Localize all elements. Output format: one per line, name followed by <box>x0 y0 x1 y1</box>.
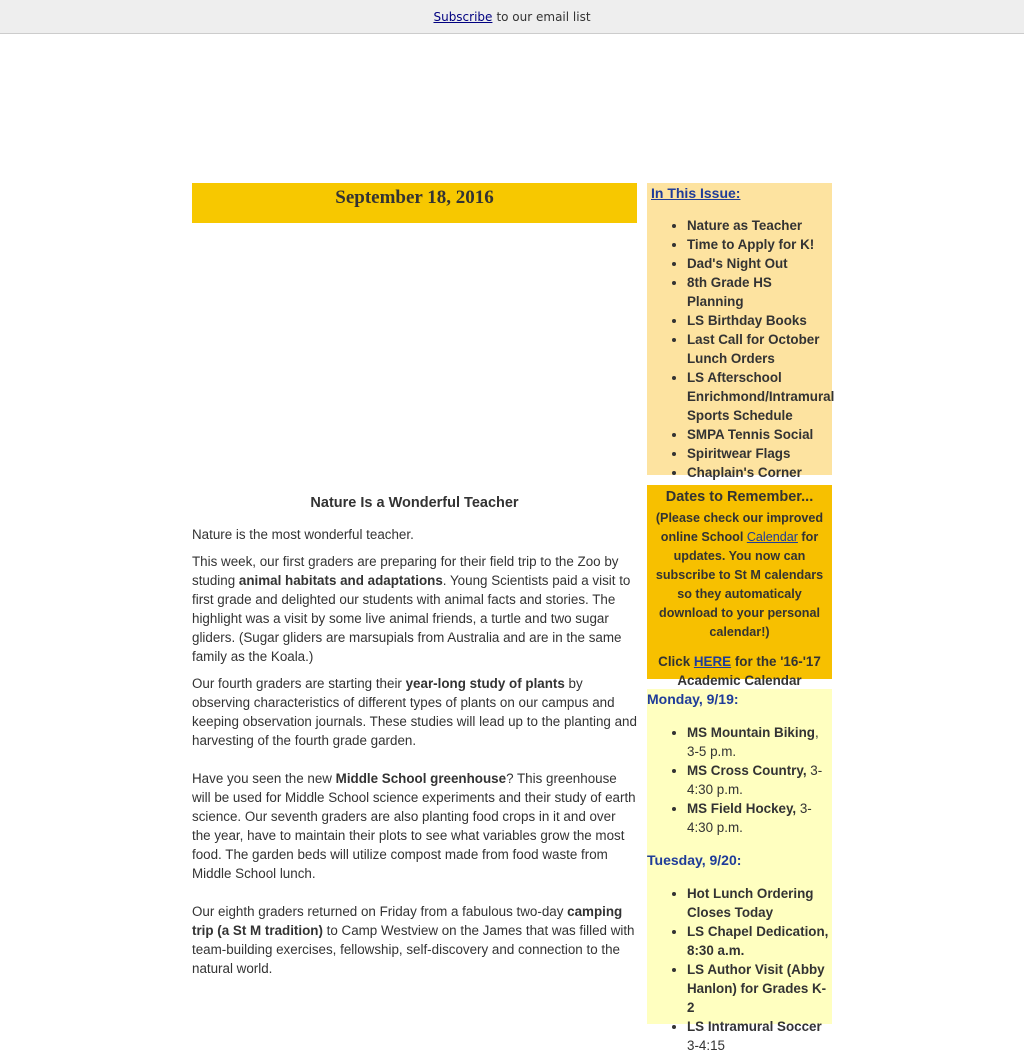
issue-item[interactable]: • Dad's Night Out <box>687 254 832 273</box>
article-paragraph: Our fourth graders are starting their year-long study of plants by observing characteristics of different types of plants on our campus and keeping observation journals. These studies will lead up to the planting and harvesting of the fourth grade garden. <box>192 676 637 748</box>
event-item: • LS Intramural Soccer 3-4:15 <box>687 1017 832 1055</box>
academic-calendar-cta: Click HERE for the '16-'17 Academic Calendar <box>658 654 821 688</box>
event-item: • MS Field Hockey, 3-4:30 p.m. <box>687 799 832 837</box>
article-title: Nature Is a Wonderful Teacher <box>310 495 519 511</box>
event-item: • LS Chapel Dedication, 8:30 a.m. <box>687 922 832 960</box>
dates-note: (Please check our improved online School Calendar for updates. You now can subscribe to St M calendars so they automaticaly download to your personal calendar!) <box>655 511 824 639</box>
newsletter-date: September 18, 2016 <box>192 183 637 223</box>
event-item: • LS Author Visit (Abby Hanlon) for Grades K-2 <box>687 960 832 1017</box>
calendar-link[interactable]: Calendar <box>746 530 798 544</box>
issue-item[interactable]: • Last Call for October Lunch Orders <box>687 330 832 368</box>
issue-list <box>647 216 835 482</box>
article-paragraph: Our eighth graders returned on Friday from a fabulous two-day camping trip (a St M tradition) to Camp Westview on the James that was filled with team-building exercises, fellowship, self-discovery and connection to the natural world. <box>192 904 635 976</box>
day-heading-tuesday: Tuesday, 9/20: <box>647 852 742 868</box>
event-item: • MS Mountain Biking, 3-5 p.m. <box>687 723 832 761</box>
article-paragraph: Nature is the most wonderful teacher. <box>192 527 414 542</box>
event-item: • Hot Lunch Ordering Closes Today <box>687 884 832 922</box>
academic-calendar-link[interactable]: HERE <box>693 654 732 669</box>
article-paragraph: Have you seen the new Middle School greenhouse? This greenhouse will be used for Middle School science experiments and their study of earth science. Our seventh graders are also planting food crops in it and over the year, have to maintain their plots to see what variables grow the most food. The garden beds will utilize compost made from food waste from Middle School lunch. <box>192 771 636 881</box>
event-item: • MS Cross Country, 3-4:30 p.m. <box>687 761 832 799</box>
subscribe-text: to our email list <box>496 9 591 24</box>
issue-item[interactable]: • Spiritwear Flags <box>687 444 832 463</box>
article-nature <box>192 493 637 986</box>
monday-events <box>647 723 832 837</box>
issue-item[interactable]: • 8th Grade HS Planning <box>687 273 832 311</box>
dates-to-remember-box <box>647 485 832 688</box>
issue-item[interactable]: • Time to Apply for K! <box>687 235 832 254</box>
subscribe-link[interactable]: Subscribe <box>433 9 493 24</box>
in-this-issue-link[interactable]: In This Issue: <box>651 185 741 201</box>
issue-item[interactable]: • Nature as Teacher <box>687 216 832 235</box>
article-paragraph: This week, our first graders are preparing for their field trip to the Zoo by studing animal habitats and adaptations. Young Scientists paid a visit to first grade and delighted our students with animal facts and stories. The highlight was a visit by some live animal friends, a turtle and two sugar gliders. (Sugar gliders are marsupials from Australia and are in the same family as the Koala.) <box>192 554 631 664</box>
issue-item[interactable]: • SMPA Tennis Social <box>687 425 832 444</box>
issue-item[interactable]: • LS Afterschool Enrichmond/Intramural Sports Schedule <box>687 368 832 425</box>
subscribe-bar <box>0 0 1024 34</box>
issue-item[interactable]: • LS Birthday Books <box>687 311 832 330</box>
tuesday-events <box>647 884 832 1055</box>
dates-title: Dates to Remember... <box>665 489 814 505</box>
events-box <box>647 689 832 1053</box>
issue-item[interactable]: • Chaplain's Corner <box>687 463 832 482</box>
in-this-issue-box <box>647 183 835 480</box>
day-heading-monday: Monday, 9/19: <box>647 691 739 707</box>
